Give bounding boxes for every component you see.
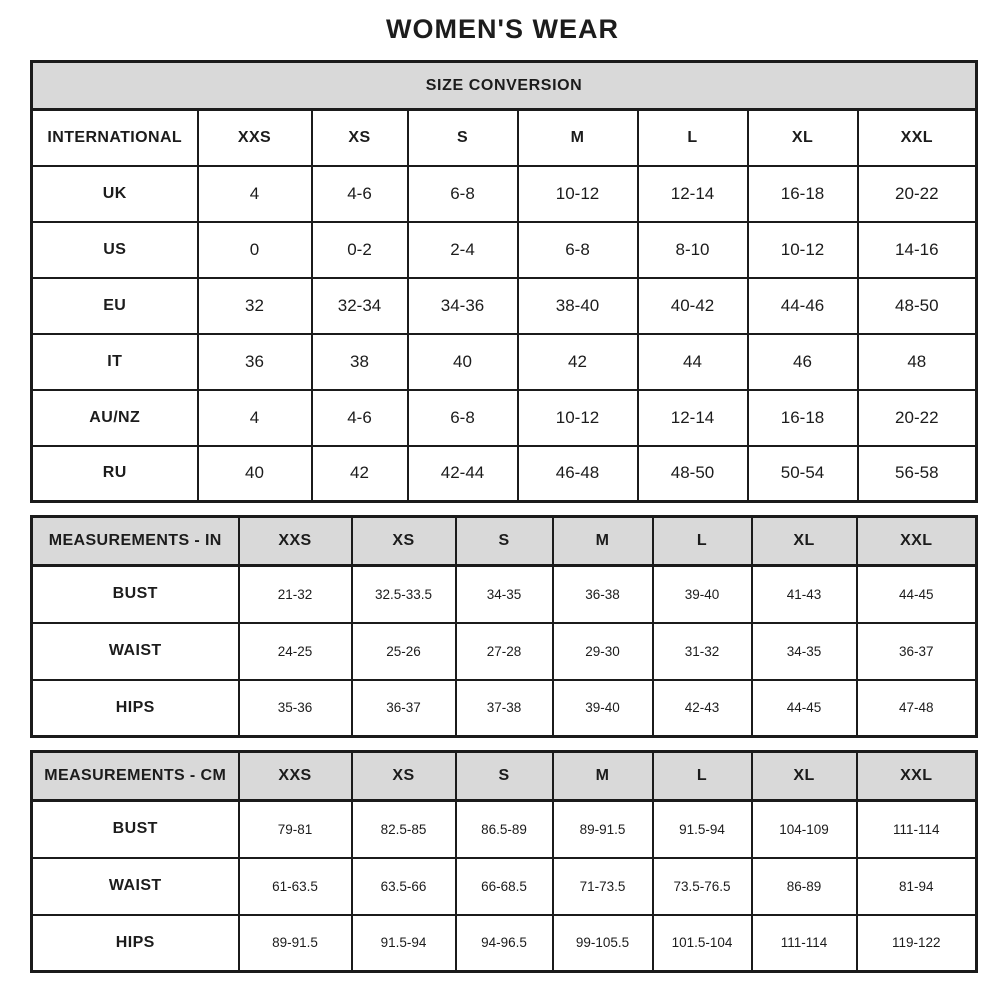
measure-cell: 34-35 [752, 623, 857, 680]
size-cell: 10-12 [518, 390, 638, 446]
measure-cell: 36-38 [553, 566, 653, 623]
measure-cell: 119-122 [857, 915, 977, 972]
size-cell: 10-12 [748, 222, 858, 278]
measure-cell: 32.5-33.5 [352, 566, 456, 623]
header-measurements-cm: MEASUREMENTS - CM [32, 752, 239, 801]
measure-cell: 66-68.5 [456, 858, 553, 915]
size-cell: 50-54 [748, 446, 858, 502]
header-xl: XL [752, 752, 857, 801]
measure-cell: 73.5-76.5 [653, 858, 752, 915]
size-cell: 48 [858, 334, 977, 390]
measure-cell: 101.5-104 [653, 915, 752, 972]
header-l: L [653, 752, 752, 801]
row-label-it: IT [32, 334, 198, 390]
size-cell: 32 [198, 278, 312, 334]
row-label-bust: BUST [32, 801, 239, 858]
measure-cell: 39-40 [653, 566, 752, 623]
measure-cell: 94-96.5 [456, 915, 553, 972]
measure-cell: 99-105.5 [553, 915, 653, 972]
size-cell: 4 [198, 166, 312, 222]
size-cell: 42 [312, 446, 408, 502]
header-m: M [553, 517, 653, 566]
size-cell: 16-18 [748, 390, 858, 446]
measure-cell: 37-38 [456, 680, 553, 737]
size-cell: 6-8 [408, 166, 518, 222]
header-xxs: XXS [239, 517, 352, 566]
table-row-bust-in [32, 566, 977, 623]
table-row-us [32, 222, 977, 278]
header-l: L [638, 110, 748, 166]
size-cell: 40 [408, 334, 518, 390]
header-xxl: XXL [857, 517, 977, 566]
row-label-us: US [32, 222, 198, 278]
header-s: S [456, 517, 553, 566]
measure-cell: 81-94 [857, 858, 977, 915]
header-xl: XL [748, 110, 858, 166]
size-cell: 10-12 [518, 166, 638, 222]
row-label-waist: WAIST [32, 623, 239, 680]
header-measurements-in: MEASUREMENTS - IN [32, 517, 239, 566]
header-xxl: XXL [857, 752, 977, 801]
size-cell: 12-14 [638, 166, 748, 222]
measure-cell: 79-81 [239, 801, 352, 858]
size-cell: 16-18 [748, 166, 858, 222]
size-cell: 4-6 [312, 166, 408, 222]
size-cell: 40-42 [638, 278, 748, 334]
measure-cell: 61-63.5 [239, 858, 352, 915]
measure-cell: 44-45 [752, 680, 857, 737]
header-xs: XS [312, 110, 408, 166]
size-conversion-banner-row [32, 62, 977, 110]
measure-cell: 111-114 [857, 801, 977, 858]
size-cell: 32-34 [312, 278, 408, 334]
row-label-ru: RU [32, 446, 198, 502]
measure-cell: 91.5-94 [653, 801, 752, 858]
header-m: M [518, 110, 638, 166]
measure-cell: 44-45 [857, 566, 977, 623]
size-cell: 8-10 [638, 222, 748, 278]
size-conversion-table [30, 60, 978, 503]
measure-cell: 41-43 [752, 566, 857, 623]
size-cell: 38-40 [518, 278, 638, 334]
size-cell: 4 [198, 390, 312, 446]
measure-cell: 89-91.5 [553, 801, 653, 858]
header-s: S [456, 752, 553, 801]
row-label-hips: HIPS [32, 915, 239, 972]
size-conversion-header-row [32, 110, 977, 166]
measure-cell: 86-89 [752, 858, 857, 915]
measure-cell: 82.5-85 [352, 801, 456, 858]
size-cell: 14-16 [858, 222, 977, 278]
size-cell: 46 [748, 334, 858, 390]
header-xs: XS [352, 752, 456, 801]
size-cell: 40 [198, 446, 312, 502]
size-cell: 46-48 [518, 446, 638, 502]
measure-cell: 29-30 [553, 623, 653, 680]
row-label-waist: WAIST [32, 858, 239, 915]
size-cell: 12-14 [638, 390, 748, 446]
measure-cell: 25-26 [352, 623, 456, 680]
measurements-in-header-row [32, 517, 977, 566]
table-row-bust-cm [32, 801, 977, 858]
row-label-uk: UK [32, 166, 198, 222]
size-cell: 20-22 [858, 166, 977, 222]
size-cell: 48-50 [858, 278, 977, 334]
header-s: S [408, 110, 518, 166]
table-row-eu [32, 278, 977, 334]
table-row-hips-cm [32, 915, 977, 972]
measurements-cm-table [30, 750, 978, 973]
size-cell: 56-58 [858, 446, 977, 502]
header-xxs: XXS [198, 110, 312, 166]
size-cell: 38 [312, 334, 408, 390]
size-cell: 42 [518, 334, 638, 390]
header-m: M [553, 752, 653, 801]
header-xl: XL [752, 517, 857, 566]
row-label-eu: EU [32, 278, 198, 334]
measurements-cm-header-row [32, 752, 977, 801]
measure-cell: 104-109 [752, 801, 857, 858]
measure-cell: 21-32 [239, 566, 352, 623]
table-row-waist-in [32, 623, 977, 680]
size-cell: 20-22 [858, 390, 977, 446]
measure-cell: 89-91.5 [239, 915, 352, 972]
measure-cell: 35-36 [239, 680, 352, 737]
size-cell: 0 [198, 222, 312, 278]
size-cell: 6-8 [408, 390, 518, 446]
size-cell: 6-8 [518, 222, 638, 278]
measure-cell: 91.5-94 [352, 915, 456, 972]
header-xxs: XXS [239, 752, 352, 801]
table-row-uk [32, 166, 977, 222]
measure-cell: 111-114 [752, 915, 857, 972]
size-conversion-title: SIZE CONVERSION [32, 62, 977, 110]
header-xs: XS [352, 517, 456, 566]
size-cell: 2-4 [408, 222, 518, 278]
row-label-bust: BUST [32, 566, 239, 623]
row-label-hips: HIPS [32, 680, 239, 737]
measure-cell: 63.5-66 [352, 858, 456, 915]
measure-cell: 36-37 [857, 623, 977, 680]
measurements-in-table [30, 515, 978, 738]
table-row-waist-cm [32, 858, 977, 915]
size-cell: 0-2 [312, 222, 408, 278]
size-cell: 36 [198, 334, 312, 390]
table-row-aunz [32, 390, 977, 446]
size-cell: 34-36 [408, 278, 518, 334]
table-row-it [32, 334, 977, 390]
table-row-ru [32, 446, 977, 502]
size-cell: 44 [638, 334, 748, 390]
page-title: WOMEN'S WEAR [386, 14, 619, 44]
measure-cell: 42-43 [653, 680, 752, 737]
header-xxl: XXL [858, 110, 977, 166]
measure-cell: 24-25 [239, 623, 352, 680]
measure-cell: 71-73.5 [553, 858, 653, 915]
measure-cell: 27-28 [456, 623, 553, 680]
header-l: L [653, 517, 752, 566]
measure-cell: 86.5-89 [456, 801, 553, 858]
header-international: INTERNATIONAL [32, 110, 198, 166]
measure-cell: 31-32 [653, 623, 752, 680]
size-cell: 44-46 [748, 278, 858, 334]
measure-cell: 34-35 [456, 566, 553, 623]
row-label-aunz: AU/NZ [32, 390, 198, 446]
measure-cell: 47-48 [857, 680, 977, 737]
size-cell: 42-44 [408, 446, 518, 502]
size-cell: 48-50 [638, 446, 748, 502]
measure-cell: 39-40 [553, 680, 653, 737]
size-cell: 4-6 [312, 390, 408, 446]
measure-cell: 36-37 [352, 680, 456, 737]
table-row-hips-in [32, 680, 977, 737]
